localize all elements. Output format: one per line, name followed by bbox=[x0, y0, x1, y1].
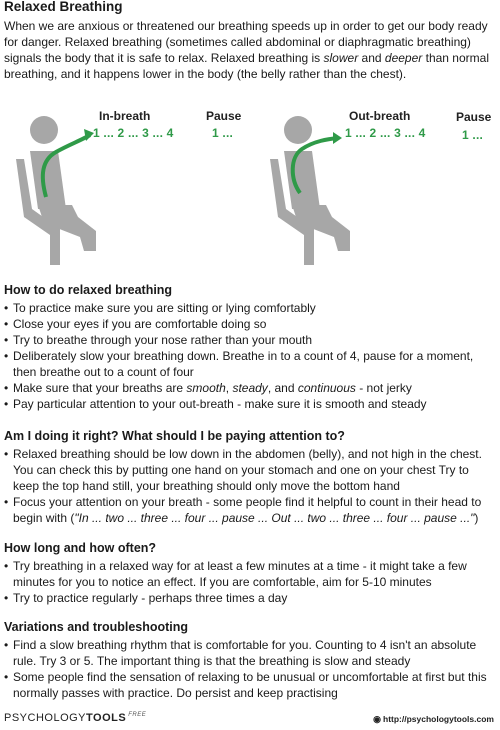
bullet-item bbox=[4, 300, 498, 316]
emphasis-text: "In ... two ... three ... four ... pause ... Out ... two ... three ... four ... pause ..." bbox=[74, 511, 475, 525]
section-heading: Variations and troubleshooting bbox=[4, 620, 189, 634]
section-how-to bbox=[4, 282, 498, 412]
text-run: To practice make sure you are sitting or lying comfortably bbox=[13, 301, 316, 315]
text-run: Relaxed breathing should be low down in the abdomen (belly), and not high in the chest. You can check this by putting one hand on your stomach and one on your chest Try to keep the top hand still, your breathing should only move the bottom hand bbox=[13, 447, 482, 493]
bullet-item bbox=[4, 316, 498, 332]
pause-label-right: Pause bbox=[456, 110, 492, 124]
bullet-item bbox=[4, 348, 498, 380]
bullet-list bbox=[4, 637, 498, 701]
emphasis-text: continuous bbox=[297, 381, 356, 395]
text-run: ) bbox=[474, 511, 479, 525]
section-variations bbox=[4, 619, 498, 701]
text-run: and bbox=[358, 51, 385, 65]
text-run: When we are anxious or threatened our breathing speeds up in order to get our body ready for danger. Relaxed breathing (sometimes called abdominal or diaphragmatic breathing) signals the body that it is safe to relax. Relaxed breathing is bbox=[4, 19, 488, 65]
emphasis-text: deeper bbox=[384, 51, 423, 65]
bullet-item bbox=[4, 558, 498, 590]
text-run: than normal breathing, and it happens lower in the body (the belly rather than the chest). bbox=[4, 51, 489, 81]
in-breath-count: 1 ... 2 ... 3 ... 4 bbox=[93, 126, 174, 140]
section-heading: How to do relaxed breathing bbox=[4, 283, 173, 297]
page-title: Relaxed Breathing bbox=[4, 0, 123, 14]
text-run: Try breathing in a relaxed way for at least a few minutes at a time - it might take a few minutes for you to notice an effect. If you are comfortable, aim for 5-10 minutes bbox=[13, 559, 467, 589]
head-shape bbox=[30, 116, 58, 144]
bullet-item bbox=[4, 590, 498, 606]
text-run: - not jerky bbox=[355, 381, 412, 395]
out-breath-label: Out-breath bbox=[349, 109, 411, 123]
footer-url-text[interactable]: http://psychologytools.com bbox=[383, 714, 494, 724]
pause-label-left: Pause bbox=[206, 109, 242, 123]
bullet-item bbox=[4, 637, 498, 669]
out-breath-arrowhead bbox=[333, 132, 342, 144]
emphasis-text: steady bbox=[232, 381, 268, 395]
logo-free-badge: FREE bbox=[128, 712, 147, 718]
text-run: Try to practice regularly - perhaps three times a day bbox=[13, 591, 288, 605]
bullet-item bbox=[4, 669, 498, 701]
bullet-list bbox=[4, 446, 498, 526]
text-run: , and bbox=[267, 381, 298, 395]
emphasis-text: slower bbox=[323, 51, 359, 65]
text-run: , bbox=[225, 381, 233, 395]
logo-word-tools: TOOLS bbox=[86, 712, 127, 724]
section-heading: How long and how often? bbox=[4, 541, 157, 555]
text-run: Some people find the sensation of relaxing to be unusual or uncomfortable at first but this normally passes with practice. Do persist and keep practising bbox=[13, 670, 487, 700]
text-run: Try to breathe through your nose rather than your mouth bbox=[13, 333, 313, 347]
head-shape bbox=[284, 116, 312, 144]
pause-count-right: 1 ... bbox=[462, 128, 484, 142]
globe-icon: ◉ bbox=[373, 714, 382, 724]
psychology-tools-logo bbox=[4, 712, 146, 724]
bullet-item bbox=[4, 494, 498, 526]
in-breath-label: In-breath bbox=[99, 109, 151, 123]
emphasis-text: smooth bbox=[186, 381, 226, 395]
text-run: Pay particular attention to your out-breath - make sure it is smooth and steady bbox=[13, 397, 427, 411]
text-run: Deliberately slow your breathing down. Breathe in to a count of 4, pause for a moment, then breathe out to a count of four bbox=[13, 349, 474, 379]
breathing-illustration bbox=[0, 105, 500, 275]
bullet-item bbox=[4, 396, 498, 412]
section-how-long bbox=[4, 540, 498, 606]
text-run: Close your eyes if you are comfortable doing so bbox=[13, 317, 267, 331]
bullet-item bbox=[4, 332, 498, 348]
torso-shape bbox=[284, 151, 320, 209]
text-run: Make sure that your breaths are bbox=[13, 381, 187, 395]
logo-word-psychology: PSYCHOLOGY bbox=[4, 712, 87, 724]
text-run: Focus your attention on your breath - some people find it helpful to count in their head to begin with ( bbox=[13, 495, 482, 525]
text-run: Find a slow breathing rhythm that is comfortable for you. Counting to 4 isn't an absolute rule. Try 3 or 5. The important thing is that the breathing is slow and steady bbox=[13, 638, 477, 668]
bullet-list bbox=[4, 558, 498, 606]
pause-count-left: 1 ... bbox=[212, 126, 234, 140]
out-breath-count: 1 ... 2 ... 3 ... 4 bbox=[345, 126, 426, 140]
bullet-item bbox=[4, 380, 498, 396]
intro-paragraph bbox=[4, 18, 496, 82]
bullet-list bbox=[4, 300, 498, 412]
bullet-item bbox=[4, 446, 498, 494]
footer-url[interactable] bbox=[373, 714, 494, 725]
section-doing-it-right bbox=[4, 428, 498, 526]
section-heading: Am I doing it right? What should I be paying attention to? bbox=[4, 429, 345, 443]
